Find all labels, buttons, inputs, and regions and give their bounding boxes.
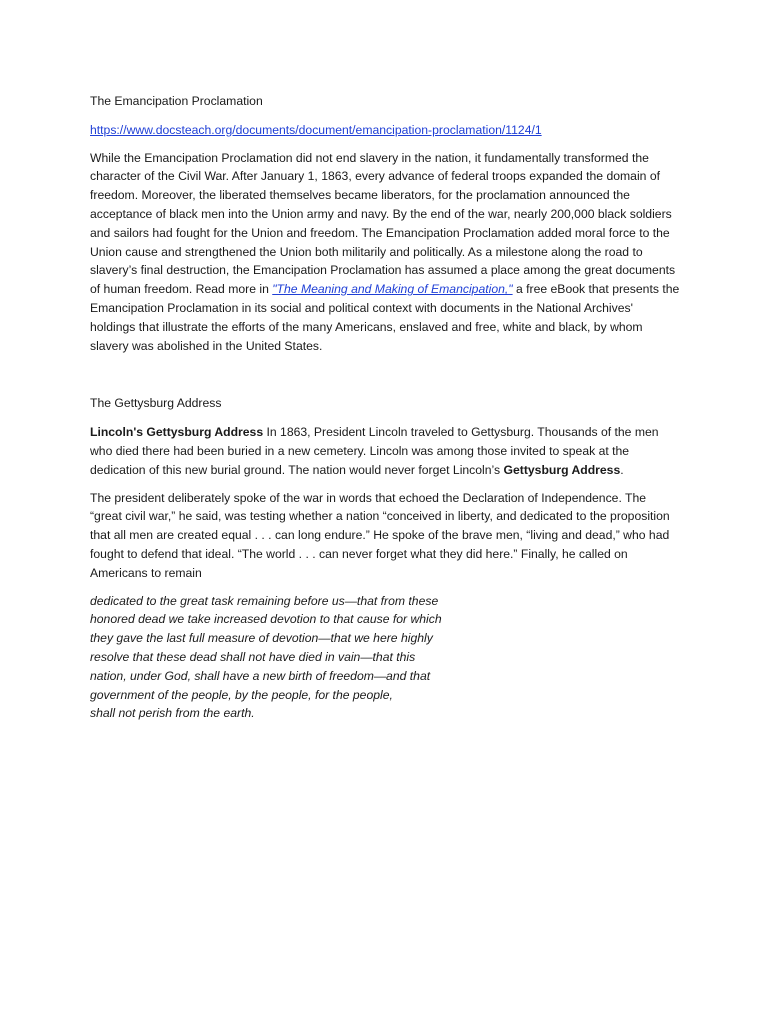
gettysburg-bold-lead: Lincoln's Gettysburg Address xyxy=(90,425,264,440)
quote-line: dedicated to the great task remaining before us—that from these xyxy=(90,593,439,608)
quote-line: nation, under God, shall have a new birth of freedom—and that xyxy=(90,668,431,683)
emancipation-paragraph xyxy=(90,149,680,356)
source-url-line xyxy=(90,121,680,140)
source-url-link[interactable]: https://www.docsteach.org/documents/document/emancipation-proclamation/1124/1 xyxy=(90,122,542,137)
emancipation-text-continued: a free eBook that presents the Emancipation Proclamation in its social and political context with documents in the National Archives' holdings that illustrate the efforts of the many Americans, enslaved and free, white and black, by whom slavery was abolished in the United States. xyxy=(90,282,680,353)
gettysburg-text: In 1863, President Lincoln traveled to Gettysburg. Thousands of the men who died there had been buried in a new cemetery. Lincoln was among those invited to speak at the dedication of this new burial ground. The nation would never forget Lincoln’s xyxy=(90,425,659,477)
emancipation-text: While the Emancipation Proclamation did not end slavery in the nation, it fundamentally transformed the character of the Civil War. After January 1, 1863, every advance of federal troops expanded the domain of freedom. Moreover, the liberated themselves became liberators, for the proclamation announced the acceptance of black men into the Union army and navy. By the end of the war, nearly 200,000 black soldiers and sailors had fought for the Union and freedom. The Emancipation Proclamation added moral force to the Union cause and strengthened the Union both militarily and politically. As a milestone along the road to slavery’s final destruction, the Emancipation Proclamation has assumed a place among the great documents of human freedom. Read more in xyxy=(90,150,676,297)
section-title-gettysburg: The Gettysburg Address xyxy=(90,396,222,411)
gettysburg-quote xyxy=(90,592,462,724)
quote-line: government of the people, by the people, for the people, xyxy=(90,687,393,702)
quote-line: shall not perish from the earth. xyxy=(90,706,255,721)
gettysburg-bold-tail: Gettysburg Address xyxy=(503,462,621,477)
quote-line: resolve that these dead shall not have died in vain—that this xyxy=(90,649,416,664)
ebook-link[interactable]: "The Meaning and Making of Emancipation," xyxy=(272,282,513,297)
gettysburg-period: . xyxy=(620,462,624,477)
quote-line: honored dead we take increased devotion to that cause for which xyxy=(90,612,442,627)
gettysburg-paragraph-2: The president deliberately spoke of the war in words that echoed the Declaration of Independence. The “great civil war,” he said, was testing whether a nation “conceived in liberty, and dedicated to the proposition that all men are created equal . . . can long endure.” He spoke of the brave men, “living and dead,” who had fought to defend that ideal. “The world . . . can never forget what they did here.” Finally, he called on Americans to remain xyxy=(90,490,670,580)
section-spacer xyxy=(90,364,680,394)
section-title-emancipation: The Emancipation Proclamation xyxy=(90,94,263,108)
quote-line: they gave the last full measure of devotion—that we here highly xyxy=(90,631,433,646)
gettysburg-paragraph-1 xyxy=(90,423,680,479)
document-page xyxy=(90,92,680,723)
